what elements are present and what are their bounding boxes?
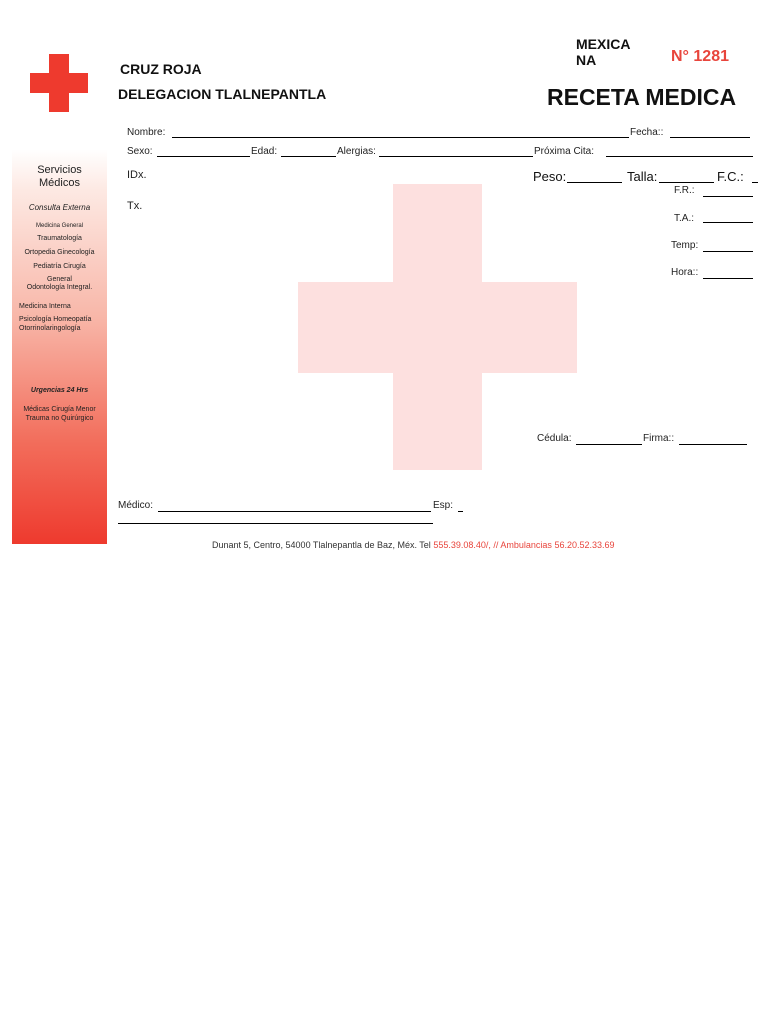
urgencias-detail: Médicas Cirugía Menor: [23, 406, 96, 413]
tx-label: Tx.: [127, 200, 143, 212]
proxima-cita-label: Próxima Cita:: [534, 146, 595, 157]
service-item: Medicina Interna: [19, 303, 71, 310]
service-item: Otorrinolaringología: [19, 325, 81, 332]
temp-label: Temp:: [671, 240, 699, 251]
service-item: Medicina General: [35, 223, 84, 229]
peso-field[interactable]: [567, 182, 622, 183]
esp-field[interactable]: [458, 511, 463, 512]
talla-label: Talla:: [627, 169, 658, 184]
service-item: Odontología Integral.: [26, 284, 93, 291]
watermark-cross-horizontal: [298, 282, 577, 373]
footer-address: Dunant 5, Centro, 54000 Tlalnepantla de Baz, Méx. Tel: [212, 540, 431, 550]
footer-phone: 555.39.08.40/: [433, 540, 489, 550]
medico-label: Médico:: [118, 500, 154, 511]
service-item: Ortopedia Ginecología: [24, 249, 95, 256]
alergias-field[interactable]: [379, 156, 533, 157]
fc-field[interactable]: [752, 182, 758, 183]
firma-field[interactable]: [679, 444, 747, 445]
footer-ambulancias-label: , // Ambulancias: [488, 540, 552, 550]
esp-label: Esp:: [433, 500, 454, 511]
hora-field[interactable]: [703, 278, 753, 279]
page-title: RECETA MEDICA: [547, 84, 737, 110]
fecha-field[interactable]: [670, 137, 750, 138]
sexo-label: Sexo:: [127, 146, 153, 157]
firma-label: Firma::: [643, 433, 675, 444]
service-item: Traumatología: [37, 235, 82, 242]
proxima-cita-field[interactable]: [606, 156, 753, 157]
service-item: General: [47, 276, 72, 283]
footer-ambulancias-phone: 56.20.52.33.69: [554, 540, 615, 550]
sexo-field[interactable]: [157, 156, 250, 157]
fc-label: F.C.:: [717, 169, 744, 184]
cedula-field[interactable]: [576, 444, 642, 445]
nombre-field[interactable]: [172, 137, 629, 138]
org-country-line1: MEXICA: [576, 36, 631, 52]
service-item: Pediatría Cirugía: [33, 263, 86, 270]
signature-line[interactable]: [118, 523, 433, 524]
delegation-name: DELEGACION TLALNEPANTLA: [118, 86, 327, 102]
org-name: CRUZ ROJA: [120, 61, 202, 77]
services-title: Servicios Médicos: [37, 164, 82, 189]
medico-field[interactable]: [158, 511, 431, 512]
folio-number: N° 1281: [671, 48, 729, 65]
fr-field[interactable]: [703, 196, 753, 197]
service-item: Psicología Homeopatía: [19, 316, 92, 323]
cedula-label: Cédula:: [537, 433, 572, 444]
footer-address-line: [212, 540, 615, 550]
edad-field[interactable]: [281, 156, 336, 157]
consulta-externa: Consulta Externa: [28, 203, 91, 212]
ta-field[interactable]: [703, 222, 753, 223]
fecha-label: Fecha::: [630, 127, 664, 138]
red-cross-logo: [30, 54, 88, 112]
alergias-label: Alergias:: [337, 146, 376, 157]
nombre-label: Nombre:: [127, 127, 166, 138]
idx-label: IDx.: [127, 169, 147, 181]
talla-field[interactable]: [659, 182, 714, 183]
hora-label: Hora::: [671, 267, 699, 278]
fr-label: F.R.:: [674, 185, 695, 196]
ta-label: T.A.:: [674, 213, 695, 224]
peso-label: Peso:: [533, 169, 567, 184]
sidebar-panel: [12, 38, 107, 544]
org-country-line2: NA: [576, 52, 597, 68]
urgencias-label: Urgencias 24 Hrs: [30, 387, 89, 394]
temp-field[interactable]: [703, 251, 753, 252]
urgencias-detail: Trauma no Quirúrgico: [25, 415, 94, 422]
edad-label: Edad:: [251, 146, 278, 157]
